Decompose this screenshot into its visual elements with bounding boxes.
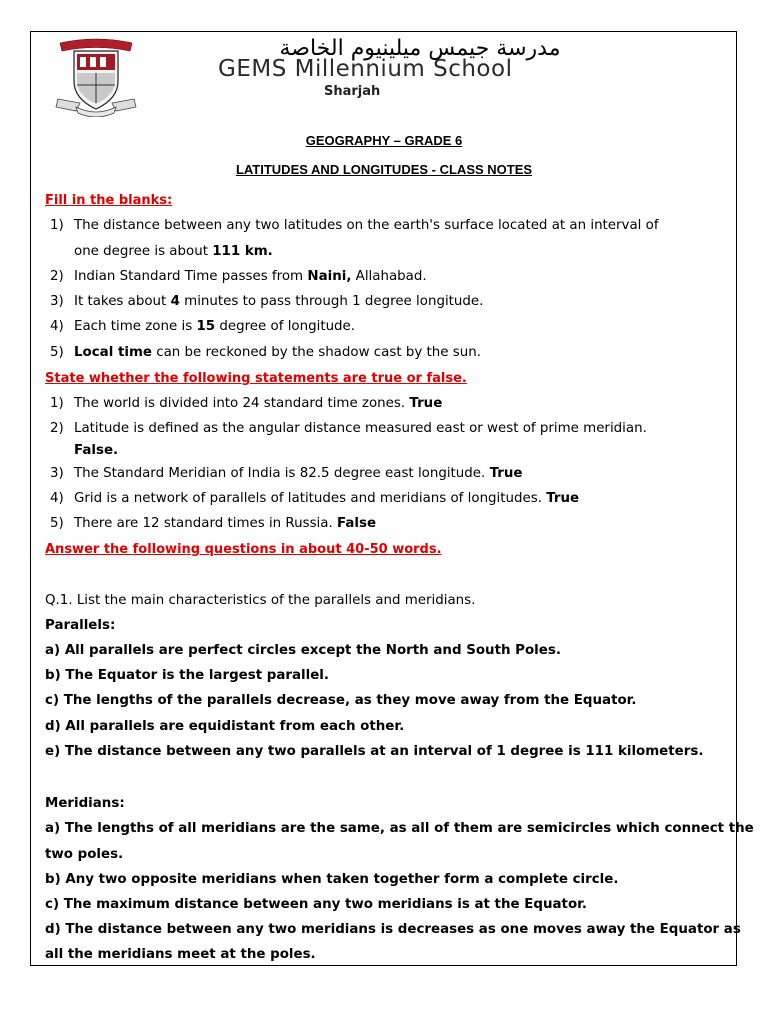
- item-text: The world is divided into 24 standard time zones.: [74, 396, 410, 411]
- meridians-point: a) The lengths of all meridians are the same, as all of them are semicircles which connect the: [45, 821, 754, 836]
- item-answer: 111 km.: [212, 244, 273, 259]
- question-text: Q.1. List the main characteristics of the parallels and meridians.: [45, 593, 476, 608]
- item-text: Each time zone is: [74, 319, 197, 334]
- true-false-item: [50, 515, 376, 533]
- meridians-point-continued: all the meridians meet at the poles.: [45, 947, 316, 962]
- meridians-point: d) The distance between any two meridians is decreases as one moves away the Equator as: [45, 922, 741, 937]
- item-text: Indian Standard Time passes from: [74, 269, 308, 284]
- meridians-label: Meridians:: [45, 796, 125, 811]
- item-number: 3): [50, 466, 64, 481]
- item-text-tail: degree of longitude.: [215, 319, 356, 334]
- parallels-point: b) The Equator is the largest parallel.: [45, 668, 329, 683]
- item-number: 5): [50, 345, 64, 360]
- fill-blanks-heading: Fill in the blanks:: [45, 193, 173, 208]
- item-text: There are 12 standard times in Russia.: [74, 516, 337, 531]
- fill-blank-item: [50, 344, 481, 362]
- parallels-point: d) All parallels are equidistant from each other.: [45, 719, 405, 734]
- school-city: Sharjah: [324, 84, 381, 99]
- parallels-point: e) The distance between any two parallels at an interval of 1 degree is 111 kilometers.: [45, 744, 704, 759]
- item-answer: True: [489, 466, 523, 481]
- fill-blank-item: [50, 268, 427, 286]
- meridians-point: b) Any two opposite meridians when taken together form a complete circle.: [45, 872, 619, 887]
- item-number: 5): [50, 516, 64, 531]
- school-name: GEMS Millennium School: [218, 56, 513, 82]
- fill-blank-item: [50, 318, 355, 336]
- true-false-item: [50, 420, 647, 438]
- page-title: GEOGRAPHY – GRADE 6: [305, 133, 463, 148]
- item-number: 4): [50, 491, 64, 506]
- school-crest-logo: [50, 37, 142, 117]
- item-number: 2): [50, 269, 64, 284]
- true-false-heading: State whether the following statements are true or false.: [45, 371, 467, 386]
- parallels-point: a) All parallels are perfect circles except the North and South Poles.: [45, 643, 561, 658]
- item-text: one degree is about: [74, 244, 213, 259]
- fill-blank-item: [50, 217, 659, 235]
- item-text: The Standard Meridian of India is 82.5 degree east longitude.: [74, 466, 490, 481]
- true-false-item: [50, 465, 522, 483]
- parallels-label: Parallels:: [45, 618, 116, 633]
- item-answer: True: [546, 491, 580, 506]
- true-false-item: [50, 395, 442, 413]
- answer-section-heading: Answer the following questions in about 40-50 words.: [45, 542, 442, 557]
- item-text-tail: can be reckoned by the shadow cast by the sun.: [151, 345, 481, 360]
- parallels-point: c) The lengths of the parallels decrease, as they move away from the Equator.: [45, 693, 637, 708]
- meridians-point-continued: two poles.: [45, 847, 124, 862]
- school-name-arabic: مدرسة جيمس ميلينيوم الخاصة: [279, 36, 561, 61]
- meridians-point: c) The maximum distance between any two meridians is at the Equator.: [45, 897, 587, 912]
- item-answer: True: [409, 396, 443, 411]
- item-answer: Local time: [74, 345, 152, 360]
- item-answer: False.: [74, 443, 119, 458]
- page-subtitle: LATITUDES AND LONGITUDES - CLASS NOTES: [235, 162, 533, 177]
- fill-blank-item-continued: [74, 243, 273, 261]
- item-number: 4): [50, 319, 64, 334]
- item-answer: Naini,: [307, 269, 352, 284]
- item-text-tail: Allahabad.: [351, 269, 427, 284]
- item-number: 2): [50, 421, 64, 436]
- item-number: 1): [50, 218, 64, 233]
- fill-blank-item: [50, 293, 483, 311]
- item-text: The distance between any two latitudes on the earth's surface located at an interval of: [74, 218, 659, 233]
- item-text: It takes about: [74, 294, 171, 309]
- item-answer: 4: [170, 294, 180, 309]
- item-text: Latitude is defined as the angular distance measured east or west of prime meridian.: [74, 421, 647, 436]
- item-answer: 15: [196, 319, 216, 334]
- item-number: 1): [50, 396, 64, 411]
- item-text-tail: minutes to pass through 1 degree longitude.: [179, 294, 484, 309]
- item-answer: False: [337, 516, 377, 531]
- item-number: 3): [50, 294, 64, 309]
- true-false-item: [50, 490, 579, 508]
- item-text: Grid is a network of parallels of latitudes and meridians of longitudes.: [74, 491, 547, 506]
